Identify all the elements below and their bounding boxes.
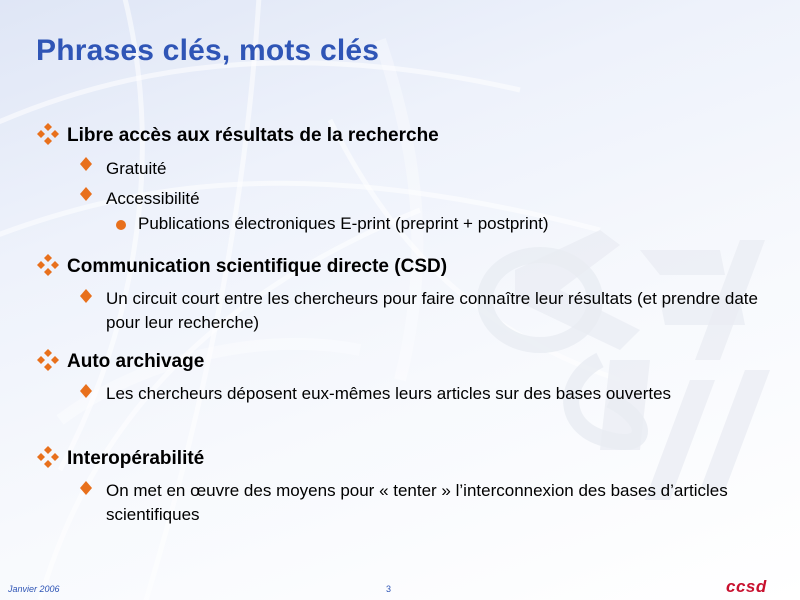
bullet-level1-text: Libre accès aux résultats de la recherche xyxy=(67,125,439,146)
four-diamond-bullet-icon xyxy=(36,348,60,372)
bullet-level1-text: Communication scientifique directe (CSD) xyxy=(67,256,448,277)
four-diamond-bullet-icon xyxy=(36,122,60,146)
bullet-level2-text: On met en œuvre des moyens pour « tenter » l’interconnexion des bases d’articles scientifiques xyxy=(106,481,728,524)
round-bullet-icon xyxy=(116,220,126,230)
bullet-level2-text: Les chercheurs déposent eux-mêmes leurs articles sur des bases ouvertes xyxy=(106,384,672,403)
bullet-level1-text: Auto archivage xyxy=(67,351,205,372)
bullet-level2-text: Accessibilité xyxy=(106,189,200,208)
page-number: 3 xyxy=(386,584,392,594)
ccsd-logo: ccsd xyxy=(726,577,767,596)
bullet-level1-text: Interopérabilité xyxy=(67,448,205,469)
diamond-bullet-icon xyxy=(80,187,92,201)
bullet-level2-text: Gratuité xyxy=(106,159,167,178)
slide-title: Phrases clés, mots clés xyxy=(36,34,380,67)
diamond-bullet-icon xyxy=(80,157,92,171)
four-diamond-bullet-icon xyxy=(36,445,60,469)
bullet-level2-text: Un circuit court entre les chercheurs pour faire connaître leur résultats (et prendre date pour leur recherche) xyxy=(106,289,758,332)
diamond-bullet-icon xyxy=(80,481,92,495)
diamond-bullet-icon xyxy=(80,289,92,303)
footer-date: Janvier 2006 xyxy=(8,584,60,594)
diamond-bullet-icon xyxy=(80,384,92,398)
bullet-level3-text: Publications électroniques E-print (preprint + postprint) xyxy=(138,214,549,233)
four-diamond-bullet-icon xyxy=(36,253,60,277)
